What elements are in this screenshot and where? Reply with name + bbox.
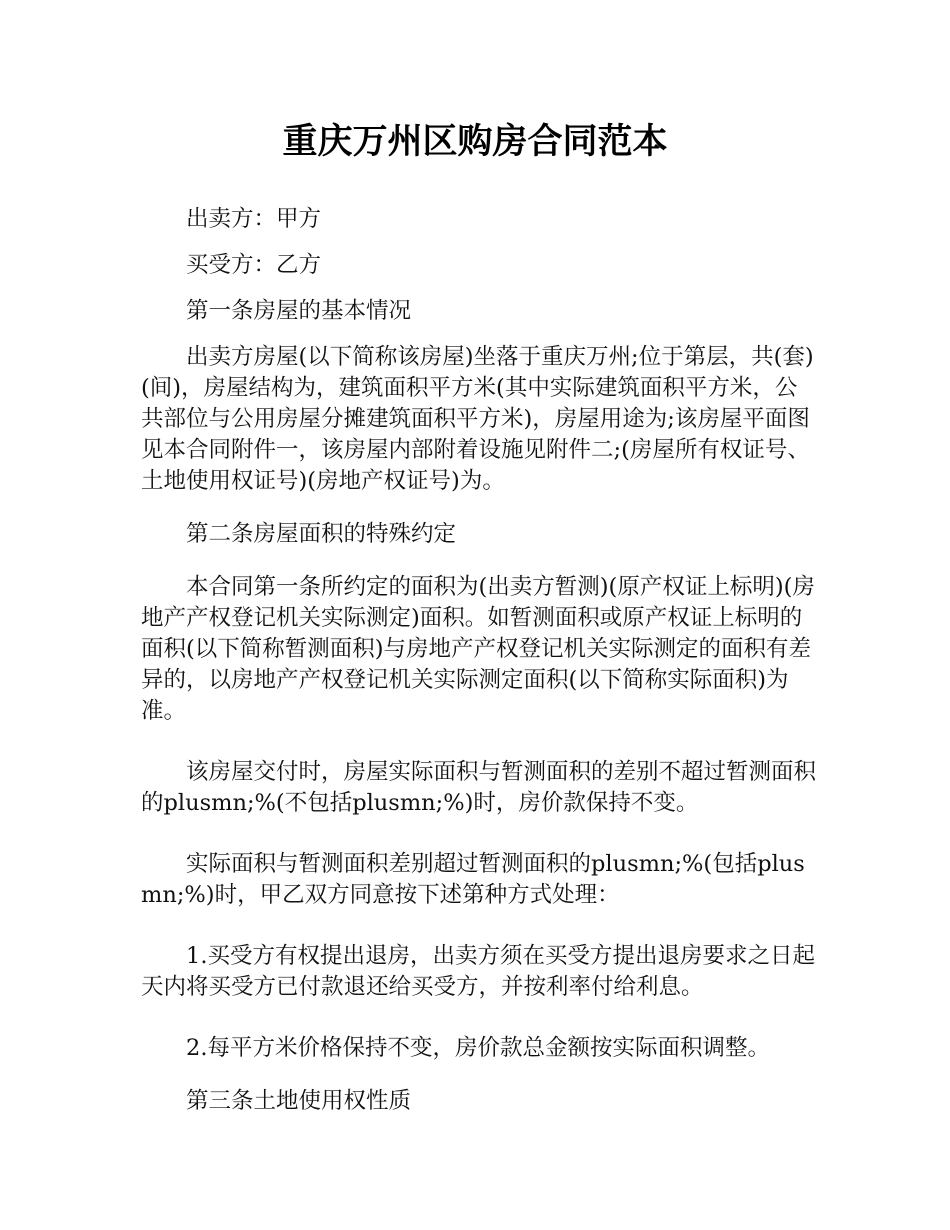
article-1-body: 出卖方房屋(以下简称该房屋)坐落于重庆万州;位于第层，共(套)(间)，房屋结构为，建筑面积平方米(其中实际建筑面积平方米，公共部位与公用房屋分摊建筑面积平方米)，房屋用途为;该房屋平面图见本合同附件一，该房屋内部附着设施见附件二;(房屋所有权证号、土地使用权证号)(房地产权证号)为。 xyxy=(141,344,814,494)
area-excess-clause: 实际面积与暂测面积差别超过暂测面积的plusmn;%(包括plusmn;%)时，甲乙双方同意按下述第种方式处理： xyxy=(141,851,805,908)
document-title: 重庆万州区购房合同范本 xyxy=(282,122,668,162)
article-2-heading: 第二条房屋面积的特殊约定 xyxy=(186,521,457,547)
paragraph-buyer: 买受方：乙方 xyxy=(186,252,322,278)
article-2-body: 本合同第一条所约定的面积为(出卖方暂测)(原产权证上标明)(房地产产权登记机关实际测定)面积。如暂测面积或原产权证上标明的面积(以下简称暂测面积)与房地产产权登记机关实际测定的面积有差异的，以房地产产权登记机关实际测定面积(以下简称实际面积)为准。 xyxy=(141,574,815,724)
option-2-clause: 2.每平方米价格保持不变，房价款总金额按实际面积调整。 xyxy=(186,1035,770,1061)
article-1-heading: 第一条房屋的基本情况 xyxy=(186,298,412,324)
area-difference-clause: 该房屋交付时，房屋实际面积与暂测面积的差别不超过暂测面积的plusmn;%(不包括plusmn;%)时，房价款保持不变。 xyxy=(141,759,817,816)
document-body xyxy=(141,204,817,1117)
paragraph-seller: 出卖方：甲方 xyxy=(186,206,322,232)
option-1-clause: 1.买受方有权提出退房，出卖方须在买受方提出退房要求之日起天内将买受方已付款退还给买受方，并按利率付给利息。 xyxy=(141,943,815,1000)
article-3-heading: 第三条土地使用权性质 xyxy=(186,1088,412,1114)
